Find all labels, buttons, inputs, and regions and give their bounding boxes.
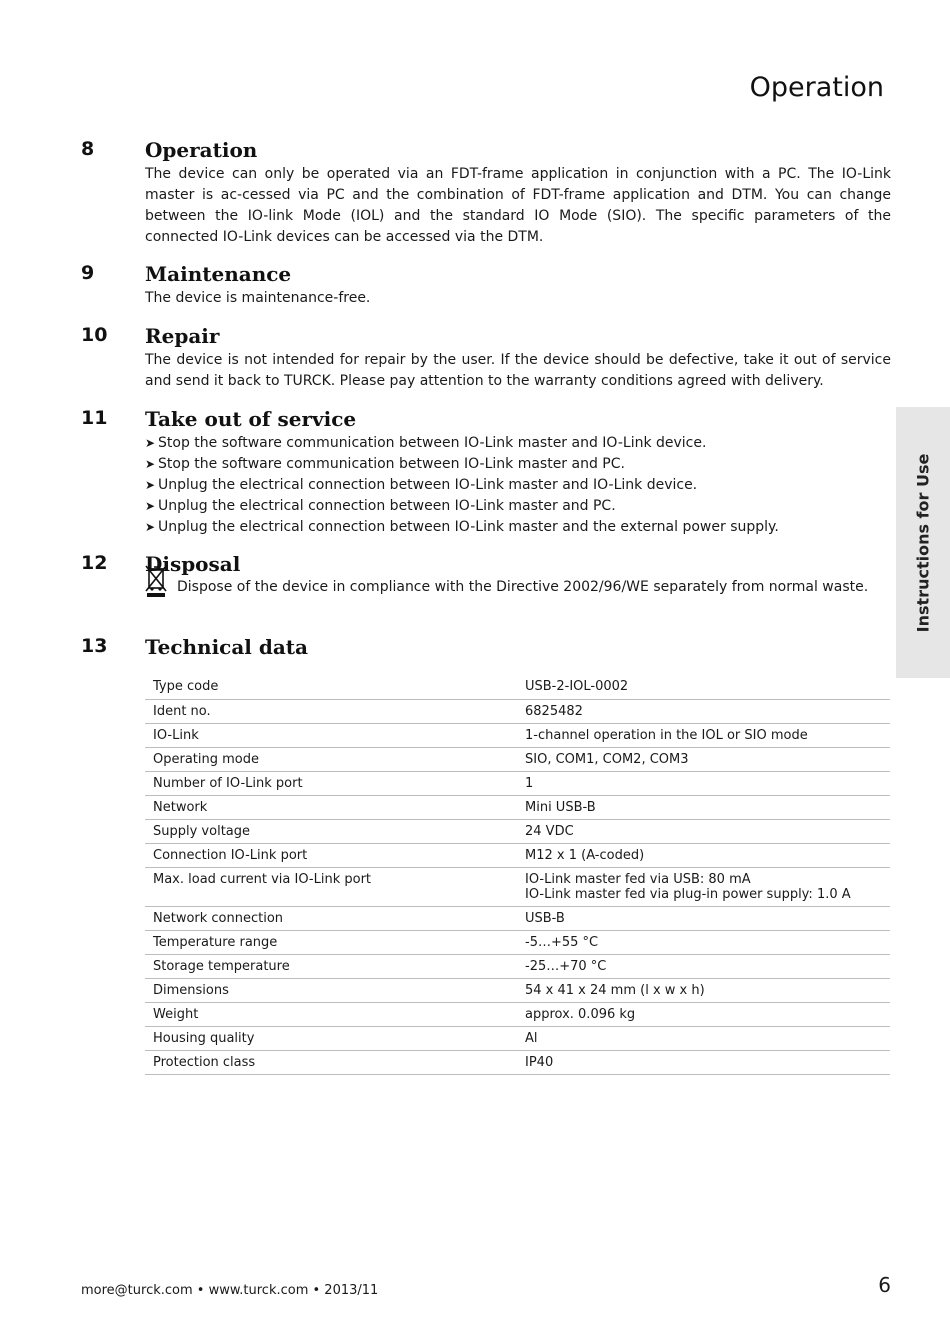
table-row (145, 1026, 890, 1050)
list-item (145, 475, 891, 496)
table-cell-label: Dimensions (145, 978, 517, 1002)
table-cell-value: USB-B (517, 906, 890, 930)
table-cell-label: IO-Link (145, 723, 517, 747)
table-cell-label: Supply voltage (145, 819, 517, 843)
section-title: Operation (145, 138, 258, 162)
table-cell-label: Connection IO-Link port (145, 843, 517, 867)
table-cell-value (517, 867, 890, 906)
section-title: Take out of service (145, 407, 357, 431)
running-title: Operation (749, 72, 884, 103)
section-number: 8 (81, 138, 95, 160)
list-item (145, 433, 891, 454)
section-title: Maintenance (145, 262, 292, 286)
table-cell-label: Max. load current via IO-Link port (145, 867, 517, 906)
table-row (145, 930, 890, 954)
table-cell-value: Al (517, 1026, 890, 1050)
side-tab (896, 407, 950, 678)
technical-data-table (145, 675, 890, 1075)
table-cell-value: 24 VDC (517, 819, 890, 843)
table-cell-value: 1-channel operation in the IOL or SIO mode (517, 723, 890, 747)
table-row (145, 795, 890, 819)
table-cell-label: Operating mode (145, 747, 517, 771)
section-title: Disposal (145, 552, 241, 576)
section-body (145, 433, 891, 538)
table-cell-label: Type code (145, 675, 517, 699)
section-number: 13 (81, 635, 108, 657)
list-item (145, 454, 891, 475)
arrow-bullet-icon: ➤ (145, 436, 156, 450)
table-cell-label: Ident no. (145, 699, 517, 723)
table-cell-label: Temperature range (145, 930, 517, 954)
table-row (145, 906, 890, 930)
arrow-bullet-icon: ➤ (145, 457, 156, 471)
list-item-text: Stop the software communication between IO-Link master and PC. (158, 456, 625, 472)
table-cell-value: approx. 0.096 kg (517, 1002, 890, 1026)
list-item-text: Unplug the electrical connection between IO-Link master and IO-Link device. (158, 477, 698, 493)
list-item (145, 517, 891, 538)
table-cell-label: Number of IO-Link port (145, 771, 517, 795)
table-row (145, 843, 890, 867)
table-cell-label: Housing quality (145, 1026, 517, 1050)
table-cell-value: 1 (517, 771, 890, 795)
table-cell-label: Network (145, 795, 517, 819)
section-title: Repair (145, 324, 220, 348)
list-item-text: Unplug the electrical connection between IO-Link master and the external power supply. (158, 519, 779, 535)
list-item-text: Unplug the electrical connection between IO-Link master and PC. (158, 498, 616, 514)
table-row (145, 771, 890, 795)
table-cell-value: SIO, COM1, COM2, COM3 (517, 747, 890, 771)
table-cell-value: 6825482 (517, 699, 890, 723)
side-tab-label: Instructions for Use (913, 453, 933, 632)
section-body (145, 288, 891, 309)
table-row (145, 675, 890, 699)
arrow-bullet-icon: ➤ (145, 478, 156, 492)
table-cell-value: 54 x 41 x 24 mm (l x w x h) (517, 978, 890, 1002)
footer-contact: more@turck.com • www.turck.com • 2013/11 (81, 1283, 379, 1298)
value-line: IO-Link master fed via plug-in power supply: 1.0 A (525, 886, 851, 902)
section-body (145, 350, 891, 392)
table-row (145, 1002, 890, 1026)
table-row (145, 723, 890, 747)
table-row (145, 1050, 890, 1074)
section-number: 9 (81, 262, 95, 284)
page-number: 6 (878, 1273, 891, 1297)
table-row (145, 819, 890, 843)
paragraph: Dispose of the device in compliance with the Directive 2002/96/WE separately from normal waste. (177, 579, 869, 595)
value-line: IO-Link master fed via USB: 80 mA (525, 871, 751, 887)
table-cell-label: Storage temperature (145, 954, 517, 978)
table-cell-value: USB-2-IOL-0002 (517, 675, 890, 699)
paragraph: The device is not intended for repair by the user. If the device should be defective, take it out of service and send it back to TURCK. Please pay attention to the warranty conditions agreed with delivery. (145, 352, 891, 389)
table-cell-value: IP40 (517, 1050, 890, 1074)
section-body (145, 164, 891, 248)
table-row (145, 954, 890, 978)
table-cell-label: Protection class (145, 1050, 517, 1074)
section-number: 12 (81, 552, 108, 574)
table-cell-label: Network connection (145, 906, 517, 930)
table-row (145, 978, 890, 1002)
section-number: 11 (81, 407, 108, 429)
arrow-bullet-icon: ➤ (145, 499, 156, 513)
list-item-text: Stop the software communication between IO-Link master and IO-Link device. (158, 435, 707, 451)
paragraph: The device is maintenance-free. (145, 290, 371, 306)
table-cell-value: -25…+70 °C (517, 954, 890, 978)
section-number: 10 (81, 324, 108, 346)
table-cell-value: -5…+55 °C (517, 930, 890, 954)
table-cell-value: M12 x 1 (A-coded) (517, 843, 890, 867)
paragraph: The device can only be operated via an FDT-frame application in conjunction with a PC. The IO-Link master is ac-cessed via PC and the combination of FDT-frame application and DTM. You can change between the IO-link Mode (IOL) and the standard IO Mode (SIO). The specific parameters of the connected IO-Link devices can be accessed via the DTM. (145, 166, 891, 245)
table-cell-label: Weight (145, 1002, 517, 1026)
list-item (145, 496, 891, 517)
section-title: Technical data (145, 635, 309, 659)
crossed-out-bin-icon (145, 564, 167, 598)
table-cell-value: Mini USB-B (517, 795, 890, 819)
table-row (145, 699, 890, 723)
table-row (145, 747, 890, 771)
bullet-list (145, 433, 891, 538)
table-row (145, 867, 890, 906)
arrow-bullet-icon: ➤ (145, 520, 156, 534)
